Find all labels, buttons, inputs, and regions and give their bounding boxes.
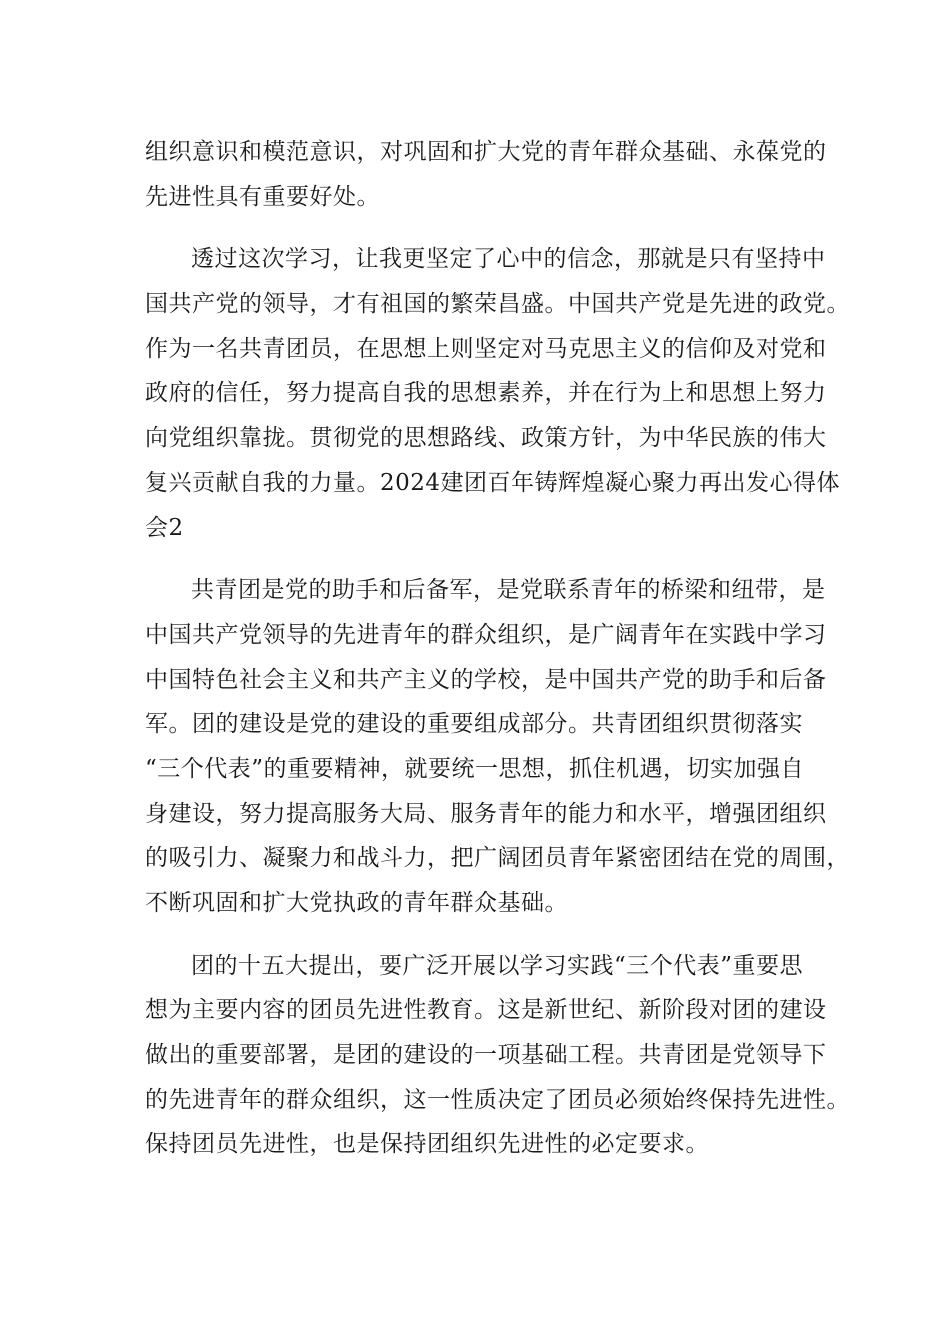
document-body (145, 130, 850, 1167)
text-line: 不断巩固和扩大党执政的青年群众基础。 (145, 890, 568, 916)
text-line: 国共产党的领导，才有祖国的繁荣昌盛。中国共产党是先进的政党。 (145, 291, 850, 318)
text-line: 会2 (145, 514, 184, 541)
text-line: 组织意识和模范意识，对巩固和扩大党的青年群众基础、永葆党的 (145, 139, 827, 165)
text-line: 作为一名共青团员，在思想上则坚定对马克思主义的信仰及对党和 (145, 335, 827, 362)
text-line: 做出的重要部署，是团的建设的一项基础工程。共青团是党领导下 (145, 1042, 827, 1069)
text-line: 政府的信任，努力提高自我的思想素养，并在行为上和思想上努力 (145, 380, 827, 407)
text-line: 复兴贡献自我的力量。2024建团百年铸辉煌凝心聚力再出发心得体 (145, 469, 841, 496)
paragraph (145, 237, 850, 550)
text-line: 中国共产党领导的先进青年的群众组织，是广阔青年在实践中学习 (145, 621, 827, 648)
paragraph (145, 130, 827, 219)
text-line: 共青团是党的助手和后备军，是党联系青年的桥梁和纽带，是 (191, 577, 826, 604)
text-line: 身建设，努力提高服务大局、服务青年的能力和水平，增强团组织 (145, 800, 827, 827)
text-line: 的吸引力、凝聚力和战斗力，把广阔团员青年紧密团结在党的周围， (145, 845, 850, 872)
text-line: 透过这次学习，让我更坚定了心中的信念，那就是只有坚持中 (191, 246, 826, 273)
paragraph (145, 568, 850, 926)
text-line: 团的十五大提出，要广泛开展以学习实践“三个代表”重要思 (191, 952, 804, 979)
text-line: 的先进青年的群众组织，这一性质决定了团员必须始终保持先进性。 (145, 1086, 850, 1113)
text-line: 先进性具有重要好处。 (145, 183, 380, 210)
text-line: “三个代表”的重要精神，就要统一思想，抓住机遇，切实加强自 (145, 755, 805, 782)
text-line: 中国特色社会主义和共产主义的学校，是中国共产党的助手和后备 (145, 666, 827, 693)
text-line: 军。团的建设是党的建设的重要组成部分。共青团组织贯彻落实 (145, 711, 803, 738)
text-line: 保持团员先进性，也是保持团组织先进性的必定要求。 (145, 1131, 709, 1158)
text-line: 想为主要内容的团员先进性教育。这是新世纪、新阶段对团的建设 (145, 997, 827, 1024)
paragraph (145, 944, 850, 1167)
text-line: 向党组织靠拢。贯彻党的思想路线、政策方针，为中华民族的伟大 (145, 425, 827, 452)
